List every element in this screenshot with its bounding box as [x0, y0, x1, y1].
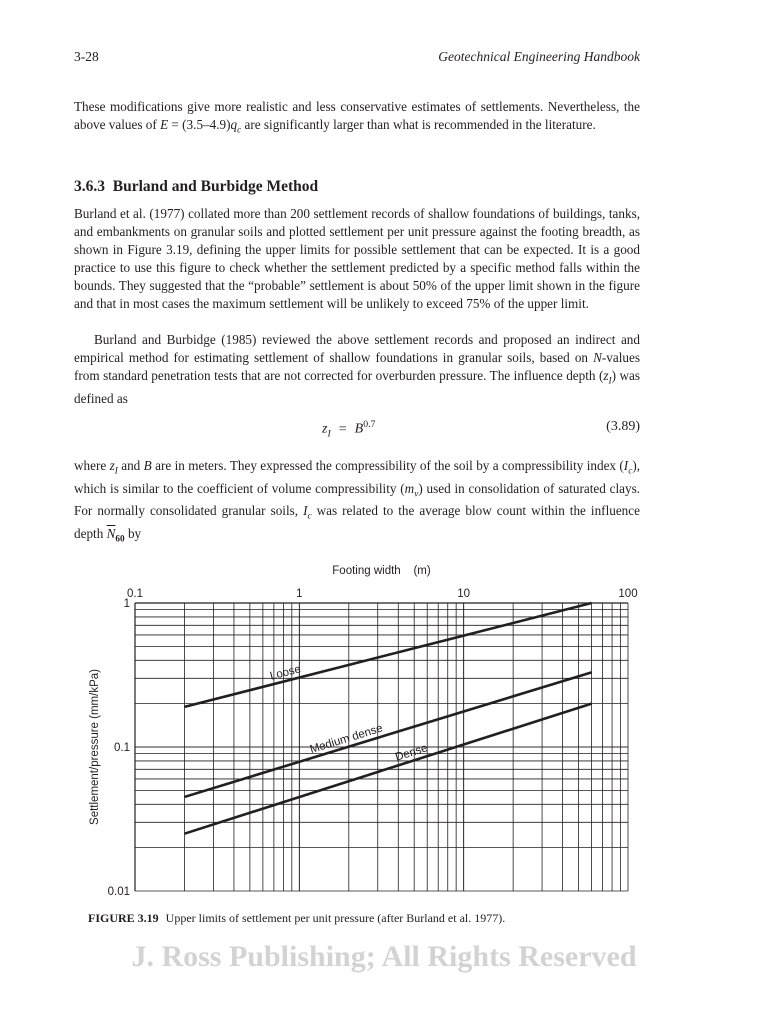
x-axis-title: Footing width (m) — [332, 565, 431, 577]
x-tick-label: 0.1 — [127, 588, 143, 600]
x-tick-label: 100 — [618, 588, 638, 600]
series-label-dense: Dense — [393, 742, 430, 764]
figure-caption: FIGURE 3.19 Upper limits of settlement per unit pressure (after Burland et al. 1977). — [88, 911, 506, 925]
settlement-chart — [0, 555, 768, 900]
y-tick-label: 1 — [123, 598, 130, 610]
section-heading: 3.6.3 Burland and Burbidge Method — [74, 178, 319, 195]
running-header: Geotechnical Engineering Handbook — [438, 49, 640, 64]
paragraph-burland: Burland et al. (1977) collated more than 200 settlement records of shallow foundations of buildings, tanks, and embankments on granular soils and plotted settlement per unit pressure against the footing breadth, as shown in Figure 3.19, defining the upper limits for possible settlement that can be expected. It is a good practice to use this figure to check whether the settlement predicted by a specific method falls within the bounds. They suggested that the “probable” settlement is about 50% of the upper limit shown in the figure and that in most cases the maximum settlement will be unlikely to exceed 75% of the upper limit. — [74, 206, 640, 311]
series-label-loose: Loose — [268, 663, 303, 683]
page-number: 3-28 — [74, 49, 99, 64]
series-label-medium-dense: Medium dense — [308, 722, 385, 757]
x-tick-label: 1 — [296, 588, 303, 600]
watermark: J. Ross Publishing; All Rights Reserved — [131, 940, 637, 973]
series-line-dense — [184, 704, 591, 834]
equation-number: (3.89) — [606, 419, 640, 434]
chart-series — [184, 603, 591, 834]
y-tick-label: 0.01 — [107, 886, 130, 898]
paragraph-intro: These modifications give more realistic and less conservative estimates of settlements. Nevertheless, the above values of $E = (3.5-4.9)q_c$ are significantly larger than what is recommended in the literature. — [74, 99, 640, 135]
chart-grid — [135, 603, 628, 891]
paragraph-burbidge: Burland and Burbidge (1985) reviewed the above settlement records and proposed an indirect and empirical method for estimating settlement of shallow foundations in granular soils, based on N-values from standard penetration tests that are not corrected for overburden pressure. The influence depth $(z_I)$ was defined as — [74, 332, 640, 406]
y-tick-label: 0.1 — [114, 742, 130, 754]
x-tick-label: 10 — [457, 588, 471, 600]
paragraph-compressibility: where $z_I$ and B are in meters. They expressed the compressibility of the soil by a compressibility index $(I_c)$, which is similar to the coefficient of volume compressibility $(m_v)$ used in consolidation of saturated clays. For normally consolidated granular soils, $I_c$ was related to the average blow count within the influence depth $\overline{N}_{60}$ by — [74, 458, 641, 544]
y-axis-title: Settlement/pressure (mm/kPa) — [89, 669, 101, 825]
